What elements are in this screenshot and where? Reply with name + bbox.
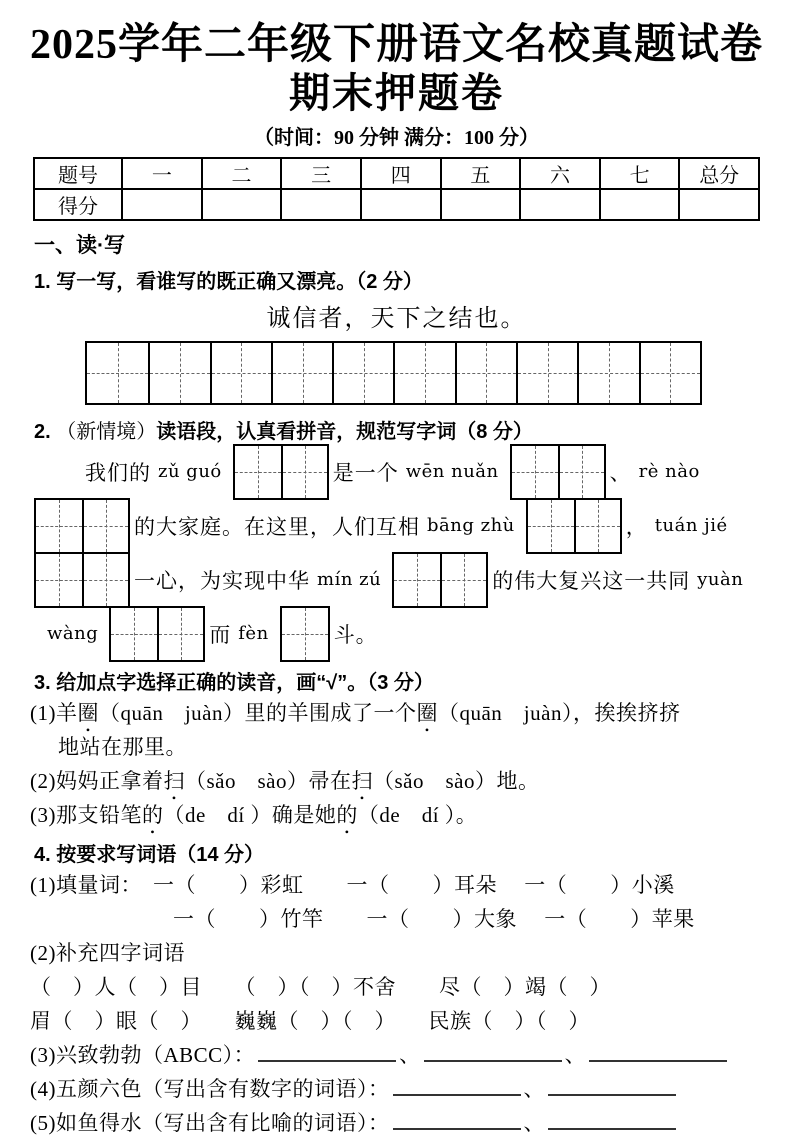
hanzi-text: (3)兴致勃勃（ABCC）： [30,1042,256,1067]
hanzi-text: （de dí ）确是她 [163,802,337,827]
pinyin-text: wàng [47,623,99,645]
q3-item-3 [30,799,763,832]
score-table-header-cell: 总分 [679,158,759,189]
hanzi-text: (1)羊 [30,700,78,725]
exam-subtitle: （时间：90 分钟 满分：100 分） [254,126,539,149]
writing-box-cell[interactable] [82,500,128,552]
pinyin-text: mín zú [317,569,382,591]
writing-box-cell[interactable] [235,446,281,498]
score-table-header-cell: 三 [281,158,361,189]
writing-grid-cell[interactable] [148,343,209,403]
writing-grid-cell[interactable] [332,343,393,403]
writing-box-cell[interactable] [281,446,327,498]
writing-grid-cell[interactable] [455,343,516,403]
q1-heading: 1. 写一写，看谁写的既正确又漂亮。（2 分） [34,270,423,293]
q4-item-2-heading: (2)补充四字词语 [30,940,185,965]
q4-item-1-line-1: (1)填量词： 一（ ）彩虹 一（ ）耳朵 一（ ）小溪 [30,872,675,897]
score-table-row-label: 得分 [34,189,122,220]
q3-heading: 3. 给加点字选择正确的读音，画“√”。（3 分） [34,671,434,694]
answer-blank[interactable] [424,1041,562,1062]
score-table-header-row [34,158,759,189]
score-table-header-cell: 一 [122,158,202,189]
hanzi-text: 一心，为实现中华 [134,568,310,593]
writing-box-cell[interactable] [36,500,82,552]
q1-writing-grid [85,341,702,405]
writing-box[interactable] [233,444,329,500]
score-table-empty-cell[interactable] [600,189,680,220]
writing-grid-cell[interactable] [516,343,577,403]
hanzi-text: (4)五颜六色（写出含有数字的词语）： [30,1076,390,1101]
score-table-empty-cell[interactable] [520,189,600,220]
score-table-empty-cell[interactable] [441,189,521,220]
q4-item-4 [30,1073,763,1106]
score-table [33,157,760,221]
hanzi-text: 我们的 [85,460,151,485]
hanzi-text: （sǎo sào）帚在 [185,768,352,793]
score-table-header-cell: 六 [520,158,600,189]
writing-box-cell[interactable] [282,608,328,660]
hanzi-text: 斗。 [333,622,378,647]
hanzi-text: （de dí ）。 [357,802,478,827]
writing-box-cell[interactable] [394,554,440,606]
writing-grid-cell[interactable] [87,343,148,403]
score-table-empty-cell[interactable] [202,189,282,220]
q4-item-3 [30,1039,763,1072]
q4-item-2-line-1: （ ）人（ ）目 （ ）（ ）不舍 尽（ ）竭（ ） [30,974,611,999]
writing-box[interactable] [392,552,488,608]
writing-box-cell[interactable] [512,446,558,498]
hanzi-text: 而 [209,622,232,647]
q3-item-1-line-2: 地站在那里。 [58,734,187,759]
hanzi-text: （quān juàn），挨挨挤挤 [437,700,681,725]
pinyin-text: wēn nuǎn [405,461,499,483]
pinyin-text: bāng zhù [427,515,515,537]
answer-blank[interactable] [589,1041,727,1062]
hanzi-text: 的大家庭。在这里，人们互相 [134,514,420,539]
q2-heading-tag: （新情境） [56,420,157,443]
hanzi-text: 、 [564,1042,587,1067]
writing-box[interactable] [526,498,622,554]
q4-heading: 4. 按要求写词语（14 分） [34,843,265,866]
hanzi-text: ， [625,514,648,539]
writing-box-cell[interactable] [111,608,157,660]
hanzi-text: (5)如鱼得水（写出含有比喻的词语）： [30,1110,390,1135]
dotted-char: 圈 [416,700,438,725]
q2-line-1 [85,444,763,500]
answer-blank[interactable] [393,1075,521,1096]
q2-heading [34,415,763,444]
score-table-header-cell: 题号 [34,158,122,189]
hanzi-text: 、 [399,1042,421,1067]
writing-box-cell[interactable] [82,554,128,606]
writing-grid-cell[interactable] [393,343,454,403]
writing-box[interactable] [34,552,130,608]
hanzi-text: 是一个 [332,460,399,485]
q2-heading-number: 2. [34,420,57,443]
writing-box[interactable] [109,606,205,662]
pinyin-text: zǔ guó [158,461,222,483]
score-table-header-cell: 五 [441,158,521,189]
pinyin-text: rè nào [638,461,700,483]
score-table-header-cell: 四 [361,158,441,189]
writing-box-cell[interactable] [528,500,574,552]
pinyin-text: yuàn [697,569,744,591]
hanzi-text: （quān juàn）里的羊围成了一个 [99,700,417,725]
writing-box-cell[interactable] [440,554,486,606]
writing-box-cell[interactable] [36,554,82,606]
q2-heading-text: 读语段，认真看拼音，规范写字词（8 分） [156,420,533,443]
hanzi-text: 、 [523,1110,545,1135]
dotted-char: 扫 [163,768,185,793]
hanzi-text: 、 [609,460,632,485]
writing-box[interactable] [280,606,330,662]
q3-item-2 [30,765,763,798]
writing-box-cell[interactable] [574,500,620,552]
pinyin-text: fèn [238,623,269,645]
answer-blank[interactable] [548,1075,676,1096]
writing-grid-cell[interactable] [271,343,332,403]
score-table-header-cell: 二 [202,158,282,189]
exam-title-line2: 期末押题卷 [289,70,504,117]
q1-copy-text: 诚信者，天下之结也。 [266,305,527,332]
answer-blank[interactable] [258,1041,396,1062]
dotted-char: 的 [336,802,358,827]
writing-grid-cell[interactable] [577,343,638,403]
score-table-empty-cell[interactable] [122,189,202,220]
writing-box[interactable] [510,444,606,500]
dotted-char: 扫 [351,768,373,793]
writing-box-cell[interactable] [157,608,203,660]
q2-line-2 [30,498,763,554]
q4-item-2-line-2: 眉（ ）眼（ ） 巍巍（ ）（ ） 民族（ ）（ ） [30,1008,590,1033]
answer-blank[interactable] [393,1109,521,1130]
hanzi-text: 的伟大复兴这一共同 [492,568,691,593]
hanzi-text: （sǎo sào）地。 [373,768,540,793]
score-table-empty-cell[interactable] [281,189,361,220]
hanzi-text: (3)那支铅笔 [30,802,142,827]
hanzi-text: 、 [523,1076,545,1101]
score-table-empty-cell[interactable] [679,189,759,220]
q2-line-4 [40,606,763,662]
q4-item-5 [30,1107,763,1140]
score-table-empty-cell[interactable] [361,189,441,220]
pinyin-text: tuán jié [654,515,728,537]
writing-box[interactable] [34,498,130,554]
q3-item-1-line-1 [30,697,763,730]
writing-grid-cell[interactable] [210,343,271,403]
dotted-char: 的 [142,802,164,827]
writing-box-cell[interactable] [558,446,604,498]
section1-heading: 一、读·写 [34,233,125,257]
score-table-header-cell: 七 [600,158,680,189]
hanzi-text: (2)妈妈正拿着 [30,768,164,793]
exam-title-line1: 2025学年二年级下册语文名校真题试卷 [30,22,764,68]
dotted-char: 圈 [77,700,99,725]
score-table-score-row [34,189,759,220]
answer-blank[interactable] [548,1109,676,1130]
writing-grid-cell[interactable] [639,343,700,403]
q4-item-1-line-2: 一（ ）竹竿 一（ ）大象 一（ ）苹果 [173,906,695,931]
q2-line-3 [30,552,763,608]
